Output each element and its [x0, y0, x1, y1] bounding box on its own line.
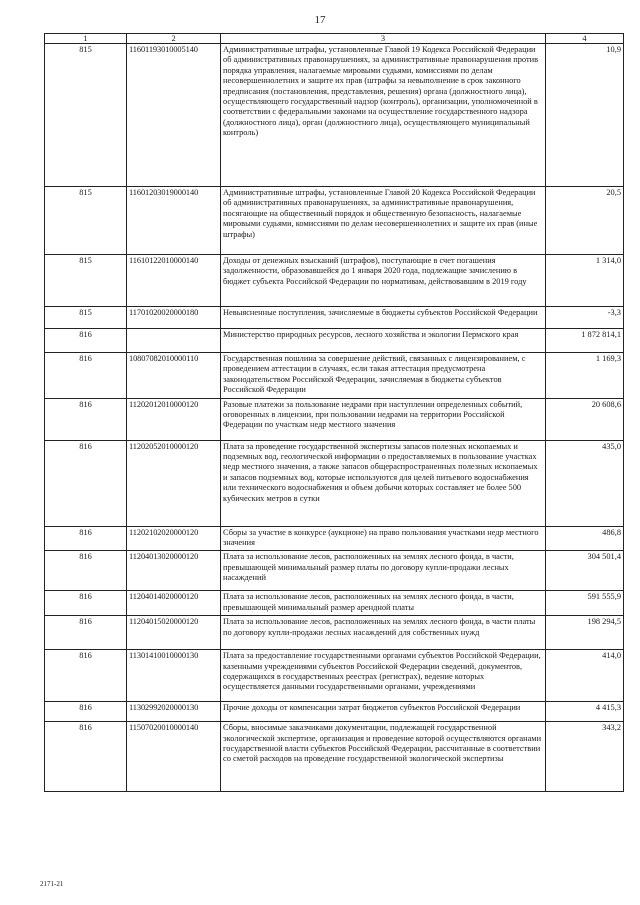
- table-row: [45, 551, 624, 591]
- header-col-1: 1: [45, 34, 127, 44]
- admin-code-cell: 816: [45, 551, 127, 591]
- revenue-name-cell: Министерство природных ресурсов, лесного хозяйства и экологии Пермского края: [221, 329, 546, 353]
- revenue-code-cell: 11202052010000120: [127, 440, 221, 526]
- admin-code-cell: 816: [45, 398, 127, 440]
- revenue-code-cell: 11301410010000130: [127, 650, 221, 702]
- revenue-code-cell: 11202012010000120: [127, 398, 221, 440]
- table-header-row: [45, 34, 624, 44]
- revenue-name-cell: Плата за использование лесов, расположенных на землях лесного фонда, в части, превышающей минимальный размер арендной платы: [221, 591, 546, 616]
- revenue-name-cell: Плата за предоставление государственными органами субъектов Российской Федерации, казенными учреждениями субъектов Российской Федерации сведений, документов, содержащихся в государственных реестрах (регистрах), ведение которых осуществляется данными государственными органами, учреждениями: [221, 650, 546, 702]
- amount-cell: 198 294,5: [546, 616, 624, 650]
- admin-code-cell: 815: [45, 187, 127, 255]
- table-row: [45, 526, 624, 551]
- revenue-name-cell: Разовые платежи за пользование недрами при наступлении определенных событий, оговоренных в лицензии, при пользовании недрами на территории Российской Федерации по участкам недр местного значения: [221, 398, 546, 440]
- revenue-code-cell: 11601203019000140: [127, 187, 221, 255]
- table-row: [45, 616, 624, 650]
- table-body: [45, 34, 624, 792]
- revenue-code-cell: 11202102020000120: [127, 526, 221, 551]
- table-row: [45, 307, 624, 329]
- admin-code-cell: 816: [45, 353, 127, 399]
- table-row: [45, 255, 624, 307]
- table-row: [45, 440, 624, 526]
- revenue-table: [44, 33, 624, 792]
- revenue-name-cell: Доходы от денежных взысканий (штрафов), поступающие в счет погашения задолженности, образовавшейся до 1 января 2020 года, подлежащие зачислению в бюджет субъекта Российской Федерации по нормативам, действовавшим в 2019 году: [221, 255, 546, 307]
- table-row: [45, 591, 624, 616]
- footer-document-code: 2171-21: [40, 880, 64, 888]
- page-number: 17: [314, 14, 326, 26]
- amount-cell: 20 608,6: [546, 398, 624, 440]
- admin-code-cell: 816: [45, 329, 127, 353]
- amount-cell: -3,3: [546, 307, 624, 329]
- revenue-code-cell: 11701020020000180: [127, 307, 221, 329]
- amount-cell: 1 314,0: [546, 255, 624, 307]
- table-row: [45, 353, 624, 399]
- amount-cell: 435,0: [546, 440, 624, 526]
- admin-code-cell: 816: [45, 591, 127, 616]
- amount-cell: 4 415,3: [546, 702, 624, 722]
- revenue-name-cell: Государственная пошлина за совершение действий, связанных с лицензированием, с проведением аттестации в случаях, если такая аттестация предусмотрена законодательством Российской Федерации, зачисляемая в бюджеты субъектов Российской Федерации: [221, 353, 546, 399]
- admin-code-cell: 816: [45, 722, 127, 792]
- table-row: [45, 722, 624, 792]
- revenue-code-cell: [127, 329, 221, 353]
- table-row: [45, 650, 624, 702]
- amount-cell: 414,0: [546, 650, 624, 702]
- revenue-code-cell: 11302992020000130: [127, 702, 221, 722]
- header-col-2: 2: [127, 34, 221, 44]
- admin-code-cell: 816: [45, 702, 127, 722]
- revenue-name-cell: Сборы за участие в конкурсе (аукционе) на право пользования участками недр местного значения: [221, 526, 546, 551]
- amount-cell: 486,8: [546, 526, 624, 551]
- revenue-code-cell: 11507020010000140: [127, 722, 221, 792]
- admin-code-cell: 815: [45, 255, 127, 307]
- revenue-code-cell: 11610122010000140: [127, 255, 221, 307]
- table-row: [45, 702, 624, 722]
- amount-cell: 591 555,9: [546, 591, 624, 616]
- admin-code-cell: 816: [45, 526, 127, 551]
- admin-code-cell: 816: [45, 650, 127, 702]
- admin-code-cell: 816: [45, 616, 127, 650]
- amount-cell: 20,5: [546, 187, 624, 255]
- table-row: [45, 398, 624, 440]
- revenue-name-cell: Сборы, вносимые заказчиками документации, подлежащей государственной экологической экспертизе, организация и проведение которой осуществляются органами государственной власти субъектов Российской Федерации, рассчитанные в соответствии со сметой расходов на проведение государственной экологической экспертизы: [221, 722, 546, 792]
- table-row: [45, 187, 624, 255]
- revenue-name-cell: Административные штрафы, установленные Главой 20 Кодекса Российской Федерации об административных правонарушениях, за административные правонарушения, посягающие на общественный порядок и общественную безопасность, налагаемые мировыми судьями, комиссиями по делам несовершеннолетних и защите их прав (иные штрафы): [221, 187, 546, 255]
- table-row: [45, 329, 624, 353]
- admin-code-cell: 816: [45, 440, 127, 526]
- revenue-name-cell: Невыясненные поступления, зачисляемые в бюджеты субъектов Российской Федерации: [221, 307, 546, 329]
- amount-cell: 343,2: [546, 722, 624, 792]
- amount-cell: 1 872 814,1: [546, 329, 624, 353]
- table-row: [45, 44, 624, 187]
- revenue-name-cell: Плата за использование лесов, расположенных на землях лесного фонда, в части, превышающей минимальный размер платы по договору купли-продажи лесных насаждений: [221, 551, 546, 591]
- revenue-code-cell: 11601193010005140: [127, 44, 221, 187]
- amount-cell: 10,9: [546, 44, 624, 187]
- admin-code-cell: 815: [45, 307, 127, 329]
- revenue-name-cell: Плата за проведение государственной экспертизы запасов полезных ископаемых и подземных вод, геологической информации о предоставляемых в пользование участках недр местного значения, а также запасов общераспространенных полезных ископаемых и запасов подземных вод, которые используются для целей питьевого водоснабжения или технического водоснабжения и объем добычи которых составляет не более 500 кубических метров в сутки: [221, 440, 546, 526]
- amount-cell: 1 169,3: [546, 353, 624, 399]
- header-col-3: 3: [221, 34, 546, 44]
- revenue-code-cell: 11204014020000120: [127, 591, 221, 616]
- revenue-name-cell: Административные штрафы, установленные Главой 19 Кодекса Российской Федерации об административных правонарушениях, за административные правонарушения против порядка управления, налагаемые мировыми судьями, комиссиями по делам несовершеннолетних и защите их прав (штрафы за невыполнение в срок законного предписания (постановления, представления, решения) органа (должностного лица), осуществляющего государственный надзор (контроль), организации, уполномоченной в соответствии с федеральными законами на осуществление государственного надзора (должностного лица), орган (должностного лица), осуществляющего муниципальный контроль): [221, 44, 546, 187]
- admin-code-cell: 815: [45, 44, 127, 187]
- amount-cell: 304 501,4: [546, 551, 624, 591]
- revenue-name-cell: Плата за использование лесов, расположенных на землях лесного фонда, в части платы по договору купли-продажи лесных насаждений для собственных нужд: [221, 616, 546, 650]
- header-col-4: 4: [546, 34, 624, 44]
- revenue-code-cell: 11204013020000120: [127, 551, 221, 591]
- revenue-code-cell: 10807082010000110: [127, 353, 221, 399]
- revenue-name-cell: Прочие доходы от компенсации затрат бюджетов субъектов Российской Федерации: [221, 702, 546, 722]
- revenue-code-cell: 11204015020000120: [127, 616, 221, 650]
